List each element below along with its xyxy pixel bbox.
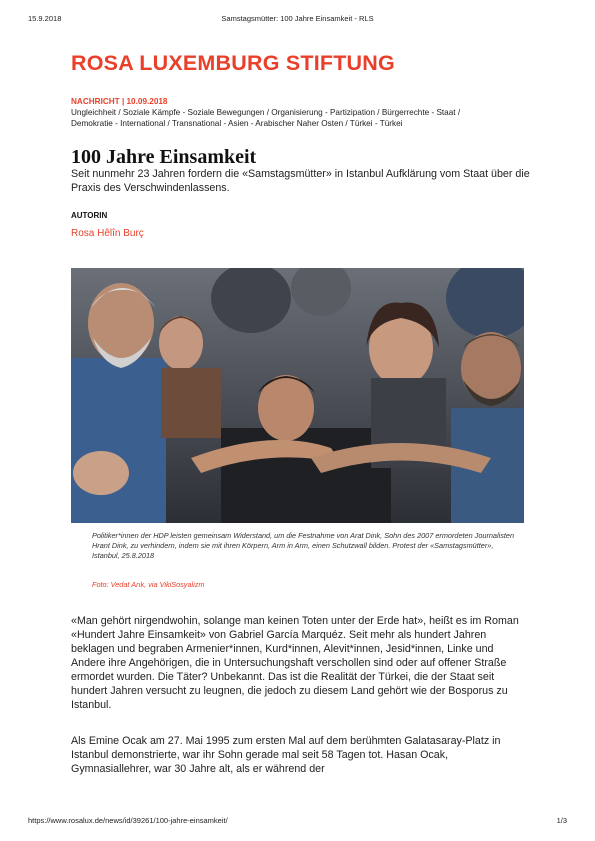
page-url[interactable]: https://www.rosalux.de/news/id/39261/100-jahre-einsamkeit/ xyxy=(28,816,228,825)
photo-caption: Politiker*innen der HDP leisten gemeinsam Widerstand, um die Festnahme von Arat Dink, Sohn des 2007 ermordeten Journalisten Hrant Dink, zu verhindern, indem sie mit ihren Körpern, Arm in Arm, einen Schutzwall bilden. Protest der «Samstagsmütter», Istanbul, 25.8.2018 xyxy=(92,531,515,561)
author-heading: AUTORIN xyxy=(71,211,108,220)
article-paragraph: «Man gehört nirgendwohin, solange man keinen Toten unter der Erde hat», heißt es im Roman «Hundert Jahre Einsamkeit» von Gabriel García Marquéz. Seit mehr als hundert Jahren beklagen und begraben Armenier*innen, Kurd*innen, Alevit*innen, Jesid*innen, Linke und Andere ihre Angehörigen, die in Untersuchungshaft verschollen sind oder auf offener Straße ermordet wurden. Die Täter? Unbekannt. Das ist die Realität der Türkei, die der Staat seit hundert Jahren versucht zu leugnen, die jedoch zu diesem Land gehört wie der Bosporus zu Istanbul. xyxy=(71,615,519,711)
article-meta xyxy=(71,96,491,129)
print-date: 15.9.2018 xyxy=(28,14,62,23)
photo-credit[interactable]: Foto: Vedat Arık, via VikiSosyalizm xyxy=(92,580,205,589)
page-number: 1/3 xyxy=(556,816,567,825)
print-footer xyxy=(28,816,567,826)
article-kicker: NACHRICHT | 10.09.2018 xyxy=(71,97,168,106)
article-paragraph: Als Emine Ocak am 27. Mai 1995 zum ersten Mal auf dem berühmten Galatasaray-Platz in Istanbul demonstrierte, war ihr Sohn gerade mal seit 58 Tagen tot. Hasan Ocak, Gymnasiallehrer, war 30 Jahre alt, als er während der xyxy=(71,735,501,775)
author-link[interactable]: Rosa Hêlîn Burç xyxy=(71,228,144,239)
print-page-title: Samstagsmütter: 100 Jahre Einsamkeit - RLS xyxy=(221,14,374,23)
article-lede: Seit nunmehr 23 Jahren fordern die «Samstagsmütter» in Istanbul Aufklärung vom Staat über die Praxis des Verschwindenlassens. xyxy=(71,168,530,194)
article-photo xyxy=(71,268,524,523)
article-headline: 100 Jahre Einsamkeit xyxy=(71,146,257,168)
print-header xyxy=(28,14,567,24)
article-tags[interactable]: Ungleichheit / Soziale Kämpfe - Soziale Bewegungen / Organisierung - Partizipation / Bürgerrechte - Staat / Demokratie - International / Transnational - Asien - Arabischer Naher Osten / Türkei - Türkei xyxy=(71,108,461,128)
rosa-luxemburg-stiftung-logo[interactable]: ROSA LUXEMBURG STIFTUNG xyxy=(71,51,395,75)
protest-photo-illustration xyxy=(71,268,524,523)
